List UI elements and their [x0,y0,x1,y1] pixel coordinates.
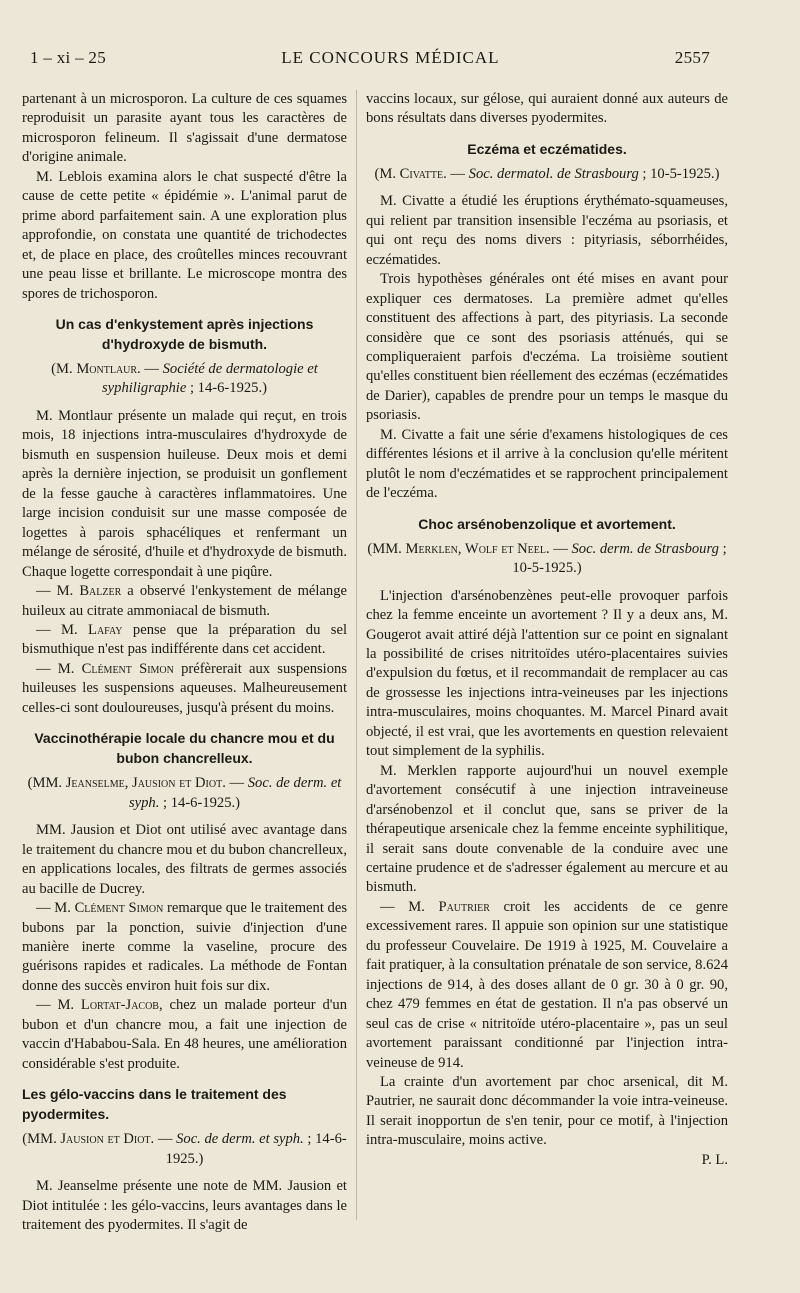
paragraph: vaccins locaux, sur gélose, qui auraient donné aux auteurs de bons résultats dans diverses pyodermites. [366,91,728,127]
paragraph: — M. Lafay pense que la préparation du sel bismuthique n'est pas indifférente dans cet accident. [22,621,348,658]
paragraph-text: remarque que le traitement des bubons par la ponction, suivie d'injection d'une manière inerte comme la vaseline, procure des guérisons rapides et radicales. La méthode de Fontan donne des succès environ huit fois sur dix. [22,900,348,994]
paragraph: M. Civatte a fait une série d'examens histologiques de ces différentes lésions et il arrive à la conclusion qu'elle méritent plutôt le nom d'eczématides et se rapprochent principalement de l'eczéma. [366,426,728,502]
ref-author: Merklen, Wolf et Neel. [405,540,550,557]
paragraph: M. Jeanselme présente une note de MM. Jausion et Diot intitulée : les gélo-vaccins, leurs avantages dans le traitement des pyodermites. Il s'agit de [22,1178,347,1234]
paragraph: — M. Balzer a observé l'enkystement de mélange huileux au citrate ammoniacal de bismuth. [22,583,347,619]
ref-journal: Soc. dermatol. de Strasbourg [468,165,639,182]
signature: P. L. [701,1151,728,1168]
ref-date: ; 14-6-1925.) [186,380,267,397]
paragraph: L'injection d'arsénobenzènes peut-elle provoquer parfois chez la femme enceinte un avortement ? Il y a deux ans, M. Gougerot avait attiré déjà l'attention sur ce point en signalant la possibilité de crises nitritoïdes utéro-placentaires suivies d'expulsion du fœtus, et il recommandait de remplacer au cas de grossesse les injections intra-veineuses par les injections intra-musculaires, moins choquantes. M. Marcel Pinard avait objecté, il est vrai, que les avortements en question relevaient tout simplement de la syphilis. [366,587,728,760]
page-number: 2557 [674,48,710,67]
column-divider [356,90,357,1220]
ref-author: Jeanselme, Jausion et Diot. [65,775,226,792]
paragraph-text: a observé l'enkystement de mélange huileux au citrate ammoniacal de bismuth. [22,583,347,619]
paragraph: La crainte d'un avortement par choc arsenical, dit M. Pautrier, ne saurait donc décommander la voie intra-veineuse. Il serait inopportun de s'en tenir, pour ce motif, à l'injection intra-musculaire, moins active. [366,1073,728,1149]
paragraph-text: préfèrerait aux suspensions huileuses les suspensions aqueuses. Malheureusement celles-ci sont douloureuses, jusqu'à présent du moins. [22,660,348,716]
paragraph: — M. Pautrier croit les accidents de ce genre excessivement rares. Il appuie son opinion sur une statistique du professeur Couvelaire. De 1919 à 1925, M. Couvelaire a fait pratiquer, à la consultation prénatale de son service, 8.624 injections de 914, à des doses allant de 0 gr. 30 à 0 gr. 90, chez 479 femmes en état de gestation. Il n'a pas observé un seul cas de crise « nitritoïde utéro-placentaire », pas un seul avortement paraissant conditionné par l'injection intra-veineuse de 914. [366,898,728,1071]
issue-date: 1 – xi – 25 [30,48,107,67]
author-name: Clément Simon [81,660,174,677]
author-name: Pautrier [438,898,490,915]
ref-journal: Soc. de derm. et syph. [128,775,342,811]
paragraph: — M. Clément Simon remarque que le traitement des bubons par la ponction, suivie d'injection d'une manière inerte comme la vaseline, procure des guérisons rapides et radicales. La méthode de Fontan donne des succès environ huit fois sur dix. [22,900,348,994]
page-header [30,44,710,72]
paragraph: Trois hypothèses générales ont été mises en avant pour expliquer ces dermatoses. La première admet qu'elles constituent des affections à part, des pityriasis. La seconde considère que ce sont des psoriasis atténués, qui se compliqueraient parfois d'eczéma. La troisième soutient qu'elles constituent bien réellement des eczémas (eczématides de Darier), capables de prendre pour un temps le masque du psoriasis. [366,271,728,424]
paragraph-text: , chez un malade porteur d'un bubon et d'un chancre mou, a fait une injection de vaccin d'Hababou-Sala. En 48 heures, une amélioration considérable s'est produite. [22,997,347,1072]
reference: (M. Civatte. — Soc. dermatol. de Strasbourg ; 10-5-1925.) [374,165,720,182]
ref-author: Civatte. [399,165,447,182]
ref-author: Jausion et Diot. [60,1131,155,1148]
paragraph: M. Merklen rapporte aujourd'hui un nouvel exemple d'avortement consécutif à une injection intraveineuse d'arsénobenzol et il conclut que, sans se priver de la thérapeutique arsenicale chez la femme enceinte syphilitique, il serait sans doute convenable de la conduire avec une certaine prudence et de s'adresser également au mercure et au bismuth. [366,762,728,896]
paragraph: M. Civatte a étudié les éruptions érythémato-squameuses, qui relient par transition insensible l'eczéma au psoriasis, et qui ont reçu des noms divers : pityriasis, séborrhéides, eczématides. [366,193,728,268]
reference: (M. Montlaur. — Société de dermatologie et syphiligraphie ; 14-6-1925.) [51,360,318,397]
journal-title: LE CONCOURS MÉDICAL [281,48,500,67]
paragraph-text: pense que la préparation du sel bismuthique n'est pas indifférente dans cet accident. [22,621,348,658]
right-column [366,90,728,1170]
section-title: Les gélo-vaccins dans le traitement des pyodermites. [22,1086,287,1123]
author-name: Lafay [88,621,123,638]
paragraph: M. Montlaur présente un malade qui reçut, en trois mois, 18 injections intra-musculaires d'hydroxyde de bismuth en suspension huileuse. Deux mois et demi après la dernière injection, se produisit un gonflement de la fesse gauche à caractères inflammatoires. Une large incision conduisit sur une masse composée de logettes à parois sphacéliques et renfermant un mélange de sérosité, d'huile et d'hydroxyde de bismuth. Chaque logette correspondait à une piqûre. [22,407,347,580]
paragraph: — M. Clément Simon préfèrerait aux suspensions huileuses les suspensions aqueuses. Malheureusement celles-ci sont douloureuses, jusqu'à présent du moins. [22,660,348,716]
left-column [22,90,347,1235]
section-title: Un cas d'enkystement après injections d'hydroxyde de bismuth. [55,315,314,352]
author-name: Clément Simon [74,900,164,917]
paragraph: M. Leblois examina alors le chat suspecté d'être la cause de cette petite « épidémie ». L'animal parut de prime abord parfaitement sain. A une exploration plus approfondie, on constata une quantité de trichodectes et, de place en place, des croûtelles minces recouvrant une peau lisse et brillante. Le microscope montra des spores de trichosporon. [22,168,347,302]
section-title: Choc arsénobenzolique et avortement. [418,515,676,532]
author-name: Lortat-Jacob [80,997,159,1014]
paragraph: — M. Lortat-Jacob, chez un malade porteur d'un bubon et d'un chancre mou, a fait une injection de vaccin d'Hababou-Sala. En 48 heures, une amélioration considérable s'est produite. [22,997,347,1072]
ref-date: ; 10-5-1925.) [638,165,720,182]
section-title: Eczéma et eczématides. [467,140,627,157]
ref-date: ; 14-6-1925.) [159,794,241,811]
ref-journal: Soc. de derm. et syph. [176,1131,304,1148]
paragraph: MM. Jausion et Diot ont utilisé avec avantage dans le traitement du chancre mou et du bubon chancrelleux, en applications locales, des filtrats de germes associés au bacille de Ducrey. [22,822,347,897]
signature-line [366,1151,728,1170]
section-title: Vaccinothérapie locale du chancre mou et du bubon chancrelleux. [34,730,335,767]
ref-journal: Société de dermatologie et syphiligraphie [102,360,318,397]
ref-journal: Soc. derm. de Strasbourg [571,540,719,557]
reference: (MM. Jeanselme, Jausion et Diot. — Soc. de derm. et syph. ; 14-6-1925.) [27,775,342,811]
reference: (MM. Merklen, Wolf et Neel. — Soc. derm. de Strasbourg ; 10-5-1925.) [367,540,727,577]
ref-date: ; 14-6-1925.) [165,1131,347,1167]
ref-date: ; 10-5-1925.) [512,540,727,577]
reference: (MM. Jausion et Diot. — Soc. de derm. et syph. ; 14-6-1925.) [22,1131,347,1167]
ref-author: Montlaur. [76,360,141,377]
author-name: Balzer [79,583,122,600]
paragraph: partenant à un microsporon. La culture de ces squames reproduisit un parasite ayant tous les caractères de microsporon felineum. Il s'agissait d'une dermatose d'origine animale. [22,91,347,166]
paragraph-text: croit les accidents de ce genre excessivement rares. Il appuie son opinion sur une statistique du professeur Couvelaire. De 1919 à 1925, M. Couvelaire a fait pratiquer, à la consultation prénatale de son service, 8.624 injections de 914, à des doses allant de 0 gr. 30 à 0 gr. 90, chez 479 femmes en état de gestation. Il n'a pas observé un seul cas de crise « nitritoïde utéro-placentaire », pas un seul avortement paraissant conditionné par l'injection intra-veineuse de 914. [366,898,728,1071]
